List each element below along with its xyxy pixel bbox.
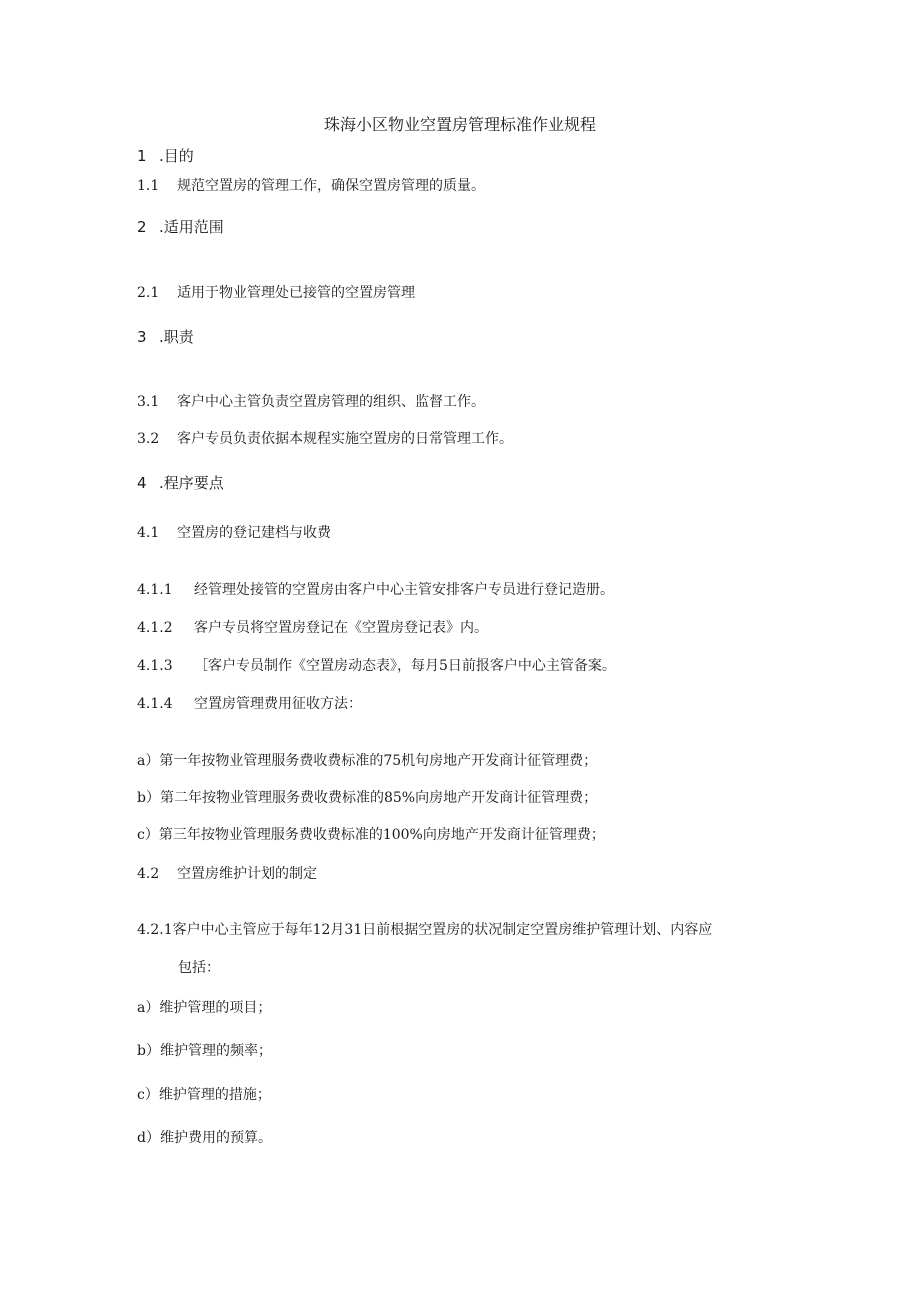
item-text: 经管理处接管的空置房由客户中心主管安排客户专员进行登记造册。 <box>194 582 614 598</box>
section-number: 4 <box>137 474 147 492</box>
paragraph <box>137 617 488 639</box>
section-title: .程序要点 <box>159 474 224 492</box>
section-heading <box>137 326 194 348</box>
paragraph <box>137 579 614 601</box>
item-number: 3.1 <box>137 394 160 410</box>
paragraph <box>137 522 331 544</box>
item-number: 2.1 <box>137 285 160 301</box>
list-item: c）第三年按物业管理服务费收费标准的100%向房地产开发商计征管理费； <box>137 827 605 843</box>
item-text: 适用于物业管理处已接管的空置房管理 <box>177 285 415 301</box>
item-number: 1.1 <box>137 178 160 194</box>
paragraph: 4.2.1客户中心主管应于每年12月31日前根据空置房的状况制定空置房维护管理计划、内容应 <box>137 922 713 938</box>
item-text: 客户专员将空置房登记在《空置房登记表》内。 <box>194 620 488 636</box>
item-text: 空置房维护计划的制定 <box>177 866 317 882</box>
paragraph <box>137 175 485 197</box>
section-number: 2 <box>137 218 147 236</box>
paragraph <box>137 391 485 413</box>
section-number: 1 <box>137 147 147 165</box>
list-item: b）第二年按物业管理服务费收费标准的85%向房地产开发商计征管理费； <box>137 790 598 806</box>
item-number: 4.1.3 <box>137 658 173 674</box>
item-number: 4.1.1 <box>137 582 173 598</box>
list-item: a）维护管理的项目； <box>137 1000 272 1016</box>
paragraph <box>137 428 513 450</box>
item-text: 规范空置房的管理工作，确保空置房管理的质量。 <box>177 178 485 194</box>
item-number: 4.1 <box>137 525 160 541</box>
item-text: ［客户专员制作《空置房动态表》，每月5日前报客户中心主管备案。 <box>194 658 616 674</box>
section-title: .适用范围 <box>159 218 224 236</box>
section-title: .职责 <box>159 328 194 346</box>
section-title: .目的 <box>159 147 194 165</box>
section-heading <box>137 145 194 167</box>
document-title: 珠海小区物业空置房管理标准作业规程 <box>323 115 596 134</box>
list-item: d）维护费用的预算。 <box>137 1130 272 1146</box>
paragraph <box>137 693 362 715</box>
list-item: b）维护管理的频率； <box>137 1043 272 1059</box>
list-item: c）维护管理的措施； <box>137 1087 271 1103</box>
item-text: 客户专员负责依据本规程实施空置房的日常管理工作。 <box>177 431 513 447</box>
paragraph-continuation: 包括： <box>178 960 220 976</box>
item-number: 4.2 <box>137 866 160 882</box>
section-heading <box>137 472 224 494</box>
paragraph <box>137 655 616 677</box>
list-item: a）第一年按物业管理服务费收费标准的75机句房地产开发商计征管理费； <box>137 753 598 769</box>
section-heading <box>137 216 224 238</box>
item-number: 3.2 <box>137 431 160 447</box>
item-text: 空置房的登记建档与收费 <box>177 525 331 541</box>
item-number: 4.1.2 <box>137 620 173 636</box>
section-number: 3 <box>137 328 147 346</box>
item-number: 4.1.4 <box>137 696 173 712</box>
paragraph <box>137 282 415 304</box>
item-text: 空置房管理费用征收方法： <box>194 696 362 712</box>
item-text: 客户中心主管负责空置房管理的组织、监督工作。 <box>177 394 485 410</box>
paragraph <box>137 863 317 885</box>
